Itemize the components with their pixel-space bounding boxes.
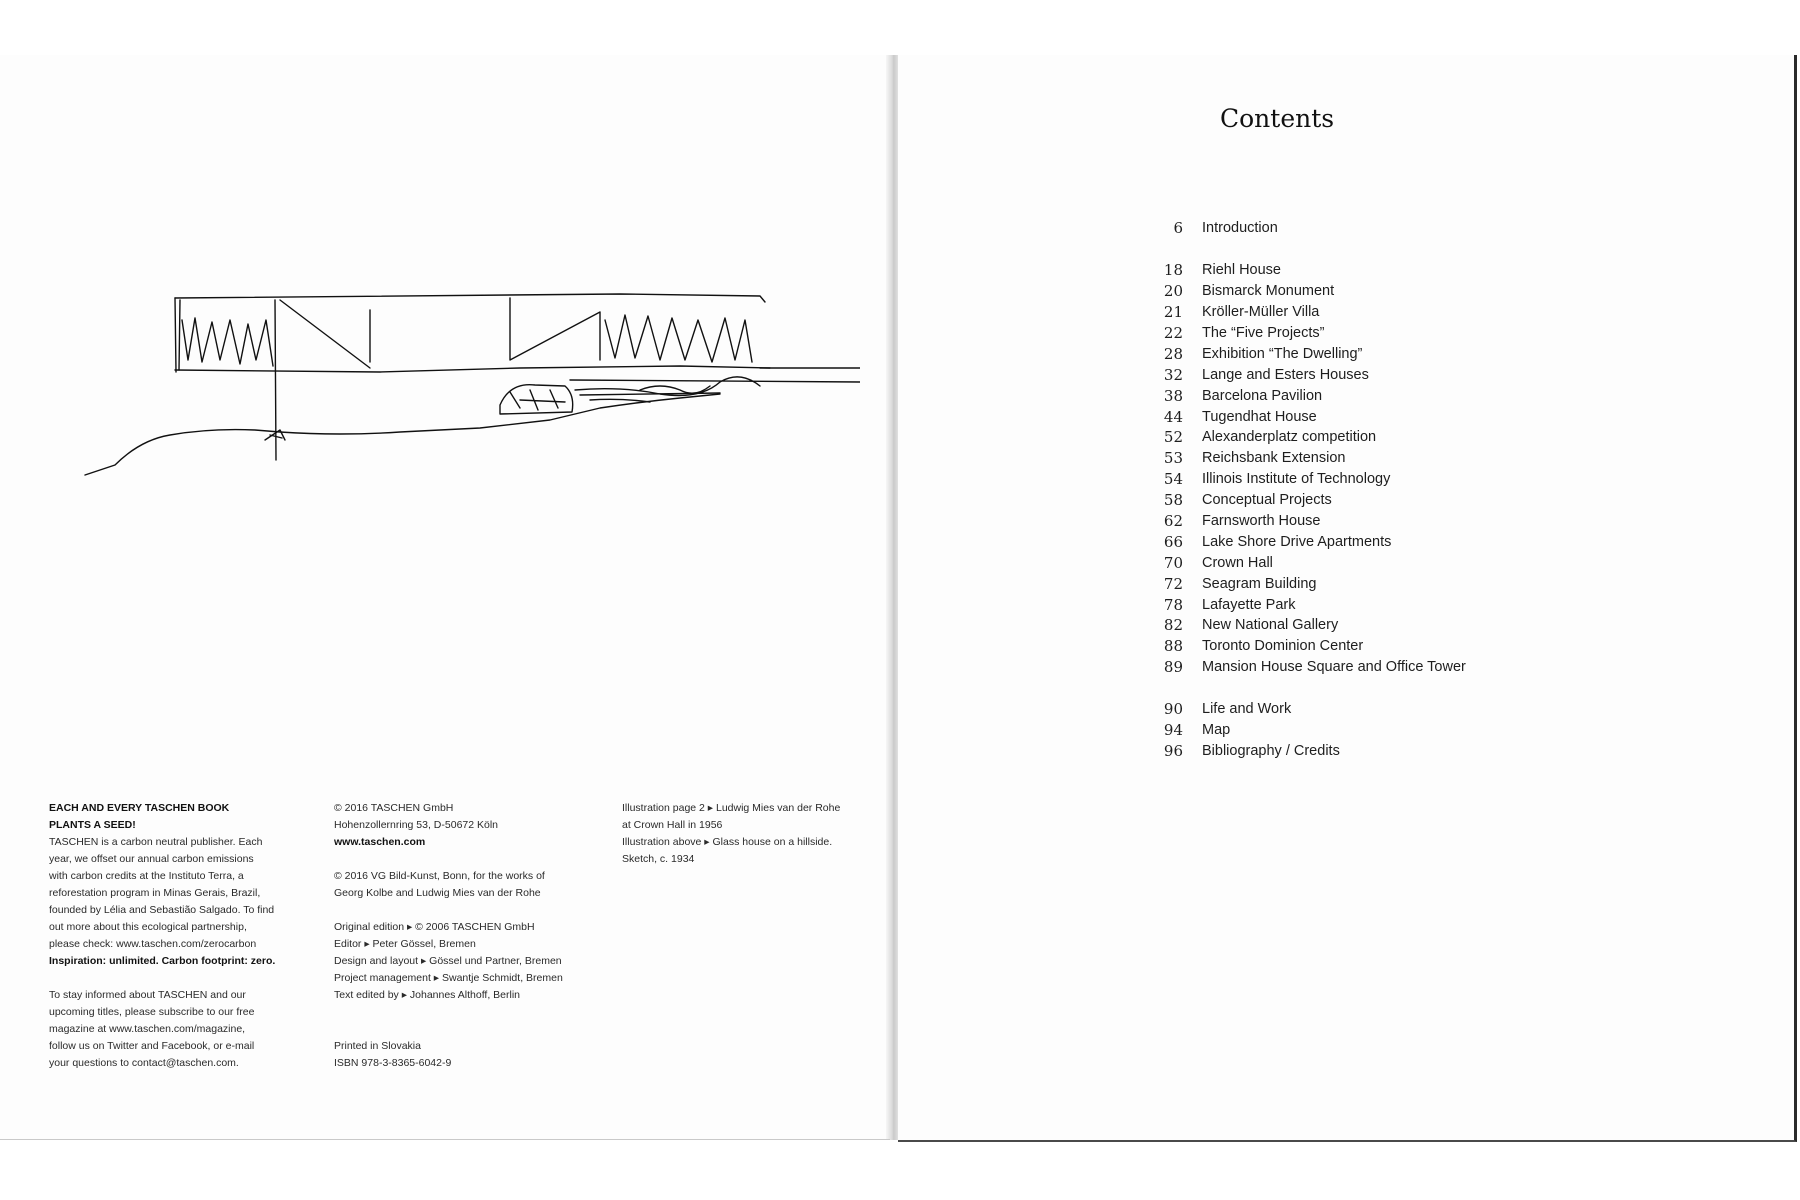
toc-page-number: 21 bbox=[1163, 303, 1183, 322]
toc-entry-title: New National Gallery bbox=[1202, 617, 1339, 634]
toc-group-back-matter bbox=[1150, 699, 1710, 762]
toc-group-intro bbox=[1150, 218, 1710, 239]
toc-entry-title: Lange and Esters Houses bbox=[1202, 366, 1369, 383]
toc-page-number: 72 bbox=[1163, 574, 1183, 593]
sketch-zigzag-right bbox=[605, 315, 752, 362]
toc-entry-title: Crown Hall bbox=[1202, 554, 1273, 571]
toc-page-number: 88 bbox=[1163, 637, 1183, 656]
toc-page-number: 28 bbox=[1163, 344, 1183, 363]
publisher-address: Hohenzollernring 53, D-50672 Köln bbox=[334, 819, 499, 831]
illustration-credit: Illustration page 2 ▸ Ludwig Mies van der Rohe bbox=[622, 802, 841, 814]
imprint-publisher bbox=[334, 800, 604, 1072]
toc-entry[interactable] bbox=[1150, 699, 1710, 720]
page-title: Contents bbox=[1220, 104, 1335, 133]
toc-entry[interactable] bbox=[1150, 260, 1710, 281]
toc-entry[interactable] bbox=[1150, 281, 1710, 302]
newsletter-line: upcoming titles, please subscribe to our free bbox=[49, 1006, 255, 1018]
page-edge bbox=[0, 1139, 890, 1140]
newsletter-line: follow us on Twitter and Facebook, or e-mail bbox=[49, 1040, 255, 1052]
toc-entry-title: Seagram Building bbox=[1202, 575, 1317, 592]
text-edit-credit: Text edited by ▸ Johannes Althoff, Berlin bbox=[334, 989, 521, 1001]
toc-page-number: 89 bbox=[1163, 658, 1183, 677]
toc-page-number: 82 bbox=[1163, 616, 1183, 635]
toc-entry[interactable] bbox=[1150, 406, 1710, 427]
toc-entry[interactable] bbox=[1150, 720, 1710, 741]
newsletter-line: To stay informed about TASCHEN and our bbox=[49, 989, 246, 1001]
toc-entry-title: Kröller-Müller Villa bbox=[1202, 304, 1320, 321]
carbon-body-line: please check: www.taschen.com/zerocarbon bbox=[49, 938, 257, 950]
copyright: © 2016 TASCHEN GmbH bbox=[334, 802, 454, 814]
toc-entry-title: Barcelona Pavilion bbox=[1202, 387, 1323, 404]
sketch-diagonal-mid bbox=[280, 300, 370, 368]
toc-page-number: 22 bbox=[1163, 324, 1183, 342]
carbon-body-line: reforestation program in Minas Gerais, Brazil, bbox=[49, 887, 261, 899]
carbon-body-line: with carbon credits at the Instituto Terra, a bbox=[49, 870, 244, 882]
imprint-illustrations bbox=[622, 800, 882, 868]
toc-entry[interactable] bbox=[1150, 531, 1710, 552]
carbon-heading-2: PLANTS A SEED! bbox=[49, 819, 136, 831]
vg-bild-kunst-line: © 2016 VG Bild-Kunst, Bonn, for the works of bbox=[334, 870, 545, 882]
sketch-car bbox=[500, 385, 573, 414]
toc-entry[interactable] bbox=[1150, 385, 1710, 406]
isbn: ISBN 978-3-8365-6042-9 bbox=[334, 1057, 452, 1069]
sketch-extension bbox=[570, 368, 860, 395]
toc-page-number: 53 bbox=[1163, 449, 1183, 468]
toc-entry[interactable] bbox=[1150, 364, 1710, 385]
design-credit: Design and layout ▸ Gössel und Partner, Bremen bbox=[334, 955, 562, 967]
carbon-body-line: TASCHEN is a carbon neutral publisher. Each bbox=[49, 836, 263, 848]
toc-page-number: 38 bbox=[1163, 386, 1183, 405]
toc-entry[interactable] bbox=[1150, 511, 1710, 532]
publisher-website: www.taschen.com bbox=[334, 836, 426, 848]
toc-entry-title: Map bbox=[1202, 722, 1231, 739]
toc-entry-title: Toronto Dominion Center bbox=[1202, 638, 1364, 655]
sketch-box-top bbox=[175, 294, 765, 302]
toc-entry-title: Reichsbank Extension bbox=[1202, 450, 1346, 467]
toc-entry[interactable] bbox=[1150, 427, 1710, 448]
toc-page-number: 32 bbox=[1163, 365, 1183, 384]
toc-page-number: 18 bbox=[1163, 261, 1183, 280]
toc-entry[interactable] bbox=[1150, 657, 1710, 678]
toc-entry[interactable] bbox=[1150, 469, 1710, 490]
imprint-carbon-note bbox=[49, 800, 309, 1072]
illustration-credit: at Crown Hall in 1956 bbox=[622, 819, 723, 831]
carbon-body-line: founded by Lélia and Sebastião Salgado. To find bbox=[49, 904, 275, 916]
table-of-contents bbox=[1150, 218, 1710, 761]
illustration-credit: Sketch, c. 1934 bbox=[622, 853, 695, 865]
toc-entry-title: Bismarck Monument bbox=[1202, 283, 1335, 300]
original-edition: Original edition ▸ © 2006 TASCHEN GmbH bbox=[334, 921, 535, 933]
toc-entry[interactable] bbox=[1150, 573, 1710, 594]
toc-page-number: 54 bbox=[1163, 470, 1183, 489]
toc-entry[interactable] bbox=[1150, 490, 1710, 511]
sketch-hillside-line bbox=[85, 394, 720, 475]
carbon-motto: Inspiration: unlimited. Carbon footprint: zero. bbox=[49, 955, 276, 967]
printed-in: Printed in Slovakia bbox=[334, 1040, 421, 1052]
carbon-heading-1: EACH AND EVERY TASCHEN BOOK bbox=[49, 802, 230, 814]
toc-entry-title: The “Five Projects” bbox=[1202, 325, 1325, 341]
toc-entry-title: Life and Work bbox=[1202, 701, 1292, 718]
glass-house-sketch bbox=[80, 290, 860, 480]
toc-page-number: 90 bbox=[1163, 700, 1183, 719]
toc-entry-title: Lafayette Park bbox=[1202, 596, 1296, 613]
toc-entry-title: Introduction bbox=[1202, 220, 1278, 237]
toc-page-number: 66 bbox=[1163, 532, 1183, 551]
toc-page-number: 96 bbox=[1163, 741, 1183, 760]
toc-entry[interactable] bbox=[1150, 302, 1710, 323]
toc-entry-title: Tugendhat House bbox=[1202, 408, 1317, 425]
toc-page-number: 78 bbox=[1163, 595, 1183, 614]
toc-entry[interactable] bbox=[1150, 343, 1710, 364]
sketch-right-portion bbox=[510, 298, 600, 360]
toc-entry-title: Mansion House Square and Office Tower bbox=[1202, 659, 1466, 676]
vg-bild-kunst-line: Georg Kolbe and Ludwig Mies van der Rohe bbox=[334, 887, 541, 899]
toc-entry[interactable] bbox=[1150, 323, 1710, 344]
carbon-body-line: year, we offset our annual carbon emissions bbox=[49, 853, 254, 865]
toc-page-number: 94 bbox=[1163, 721, 1183, 740]
toc-entry-title: Conceptual Projects bbox=[1202, 492, 1332, 509]
toc-entry[interactable] bbox=[1150, 552, 1710, 573]
toc-page-number: 62 bbox=[1163, 512, 1183, 531]
newsletter-line: magazine at www.taschen.com/magazine, bbox=[49, 1023, 246, 1035]
toc-page-number: 20 bbox=[1163, 282, 1183, 301]
toc-entry[interactable] bbox=[1150, 218, 1710, 239]
toc-page-number: 70 bbox=[1163, 553, 1183, 572]
newsletter-line: your questions to contact@taschen.com. bbox=[49, 1057, 239, 1069]
sketch-box-bottom bbox=[175, 366, 770, 372]
toc-page-number: 44 bbox=[1163, 407, 1183, 426]
carbon-body-line: out more about this ecological partnership, bbox=[49, 921, 247, 933]
toc-entry-title: Alexanderplatz competition bbox=[1202, 429, 1377, 446]
toc-entry-title: Riehl House bbox=[1202, 262, 1281, 279]
project-credit: Project management ▸ Swantje Schmidt, Bremen bbox=[334, 972, 563, 984]
toc-entry-title: Exhibition “The Dwelling” bbox=[1202, 345, 1363, 362]
toc-entry[interactable] bbox=[1150, 740, 1710, 761]
toc-entry-title: Bibliography / Credits bbox=[1202, 742, 1340, 759]
sketch-zigzag-left bbox=[182, 318, 273, 366]
illustration-credit: Illustration above ▸ Glass house on a hillside. bbox=[622, 836, 833, 848]
toc-group-projects bbox=[1150, 260, 1710, 678]
toc-entry-title: Farnsworth House bbox=[1202, 513, 1321, 530]
toc-page-number: 6 bbox=[1173, 219, 1183, 238]
toc-entry-title: Lake Shore Drive Apartments bbox=[1202, 533, 1392, 550]
sketch-box-left bbox=[175, 298, 180, 372]
editor-credit: Editor ▸ Peter Gössel, Bremen bbox=[334, 938, 476, 950]
toc-page-number: 58 bbox=[1163, 491, 1183, 510]
toc-entry[interactable] bbox=[1150, 594, 1710, 615]
toc-entry[interactable] bbox=[1150, 615, 1710, 636]
toc-entry[interactable] bbox=[1150, 636, 1710, 657]
toc-entry-title: Illinois Institute of Technology bbox=[1202, 471, 1391, 488]
toc-entry[interactable] bbox=[1150, 448, 1710, 469]
toc-page-number: 52 bbox=[1163, 428, 1183, 447]
